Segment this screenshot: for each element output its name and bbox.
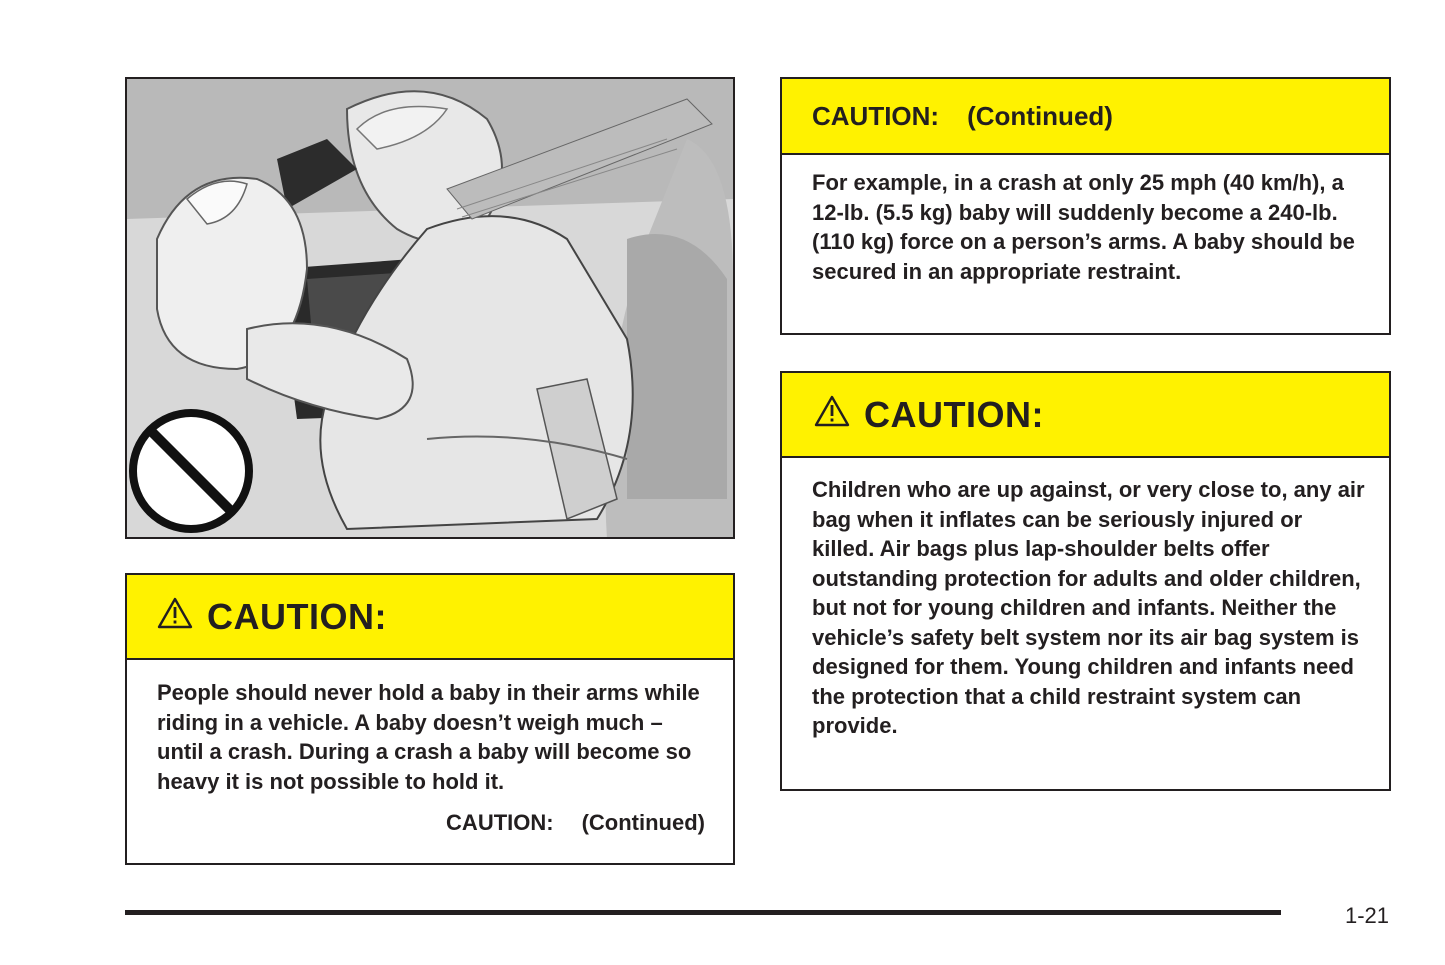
footer-rule (125, 910, 1281, 915)
continued-suffix: (Continued) (581, 810, 705, 835)
caution-header (127, 575, 733, 660)
prohibition-icon (133, 413, 249, 529)
caution-title: CAUTION: (864, 393, 1044, 435)
continued-note (446, 810, 705, 836)
caution-continued-body: For example, in a crash at only 25 mph (40 km/h), a 12-lb. (5.5 kg) baby will suddenly become a 240-lb. (110 kg) force on a person’s arms. A baby should be secured in an appropriate restraint. (812, 170, 1355, 284)
caution-box-continued (780, 77, 1391, 335)
caution-body: Children who are up against, or very close to, any air bag when it inflates can be seriously injured or killed. Air bags plus lap-shoulder belts offer outstanding protection for adults and older children, but not for young children and infants. Neither the vehicle’s safety belt system nor its air bag system is designed for them. Young children and infants need the protection that a child restraint system can provide. (812, 477, 1365, 738)
caution-continued-label: CAUTION: (812, 100, 940, 131)
caution-title: CAUTION: (207, 595, 387, 637)
caution-continued-suffix: (Continued) (967, 100, 1113, 131)
warning-triangle-icon (814, 395, 850, 427)
caution-continued-header (782, 79, 1389, 155)
illustration-woman-holding-baby (125, 77, 735, 539)
illustration-drawing (127, 79, 733, 537)
warning-triangle-icon (157, 597, 193, 629)
caution-body: People should never hold a baby in their arms while riding in a vehicle. A baby doesn’t weigh much – until a crash. During a crash a baby will become so heavy it is not possible to hold it. (157, 680, 700, 794)
caution-header (782, 373, 1389, 458)
caution-box-air-bag (780, 371, 1391, 791)
caution-box-hold-baby (125, 573, 735, 865)
page-number: 1-21 (1345, 903, 1390, 928)
continued-label: CAUTION: (446, 810, 554, 835)
